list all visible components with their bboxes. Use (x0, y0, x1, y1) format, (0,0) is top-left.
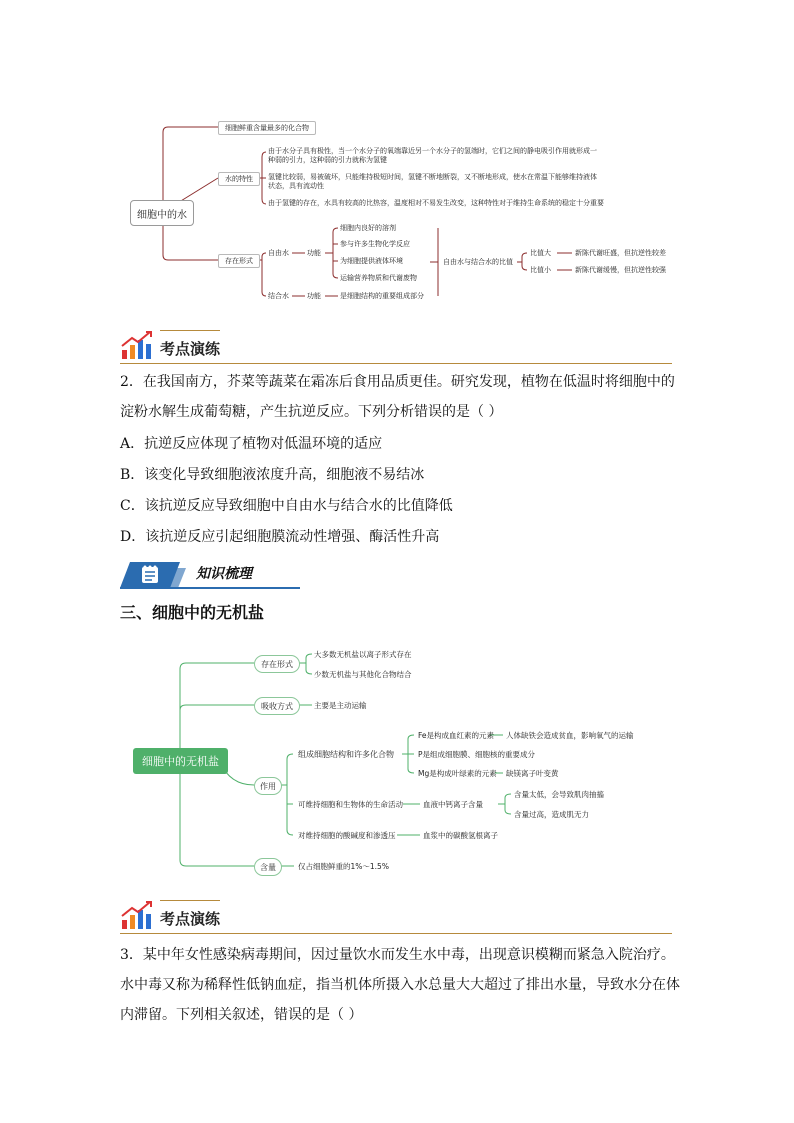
function-sub-3: 对维持细胞的酸碱度和渗透压 (298, 831, 396, 840)
mindmap1-root: 细胞中的水 (130, 200, 194, 226)
bound-water-func: 是细胞结构的重要组成部分 (340, 292, 424, 300)
section-header-rule (120, 363, 672, 364)
question-2-stem: 2．在我国南方，芥菜等蔬菜在霜冻后食用品质更佳。研究发现，植物在低温时将细胞中的淀粉水解生成葡萄糖，产生抗逆反应。下列分析错误的是（ ） (120, 374, 675, 420)
salt-form-item-1: 大多数无机盐以离子形式存在 (314, 650, 412, 659)
bound-water-func-label: 功能 (307, 292, 321, 300)
mindmap2-branch-absorption: 吸收方式 (254, 697, 300, 715)
section-header-top-rule (160, 900, 220, 901)
section-header-practice-1 (120, 330, 672, 364)
function-sub-1: 组成细胞结构和许多化合物 (298, 750, 394, 759)
mindmap1-branch-properties: 水的特性 (218, 172, 260, 186)
section-header-rule (120, 933, 672, 934)
section-header-practice-2 (120, 900, 672, 934)
notebook-icon (140, 565, 162, 585)
ratio-low-label: 比值小 (530, 266, 551, 274)
mindmap2-root: 细胞中的无机盐 (133, 748, 228, 774)
question-2-option-b: B．该变化导致细胞液浓度升高，细胞液不易结冰 (120, 467, 425, 483)
bar-chart-icon (120, 330, 154, 360)
free-water-func-2: 参与许多生物化学反应 (340, 240, 410, 248)
question-2-option-a: A．抗逆反应体现了植物对低温环境的适应 (120, 436, 383, 452)
bar-chart-icon (120, 900, 154, 930)
question-2-option-c: C．该抗逆反应导致细胞中自由水与结合水的比值降低 (120, 498, 453, 514)
mg-item: Mg是构成叶绿素的元素 (418, 769, 497, 778)
ratio-low-text: 新陈代谢缓慢，但抗逆性较强 (575, 266, 666, 274)
section-title: 考点演练 (160, 910, 221, 928)
knowledge-banner (120, 560, 300, 590)
function-sub-2: 可维持细胞和生物体的生命活动 (298, 800, 403, 809)
absorption-item: 主要是主动运输 (314, 701, 367, 710)
calcium-low: 含量过高，造成肌无力 (514, 810, 589, 819)
banner-title: 知识梳理 (196, 566, 252, 582)
free-water-func-label: 功能 (307, 249, 321, 257)
mindmap2-branch-content: 含量 (254, 858, 282, 876)
free-water-func-1: 细胞内良好的溶剂 (340, 224, 396, 232)
free-water-func-3: 为细胞提供液体环境 (340, 257, 403, 265)
mindmap1-branch-content: 细胞鲜重含量最多的化合物 (218, 121, 316, 135)
fe-result: 人体缺铁会造成贫血，影响氧气的运输 (506, 731, 634, 740)
section-title: 考点演练 (160, 340, 221, 358)
salt-form-item-2: 少数无机盐与其他化合物结合 (314, 670, 412, 679)
bound-water-label: 结合水 (268, 292, 289, 300)
mindmap1-branch-forms: 存在形式 (218, 254, 260, 268)
ratio-high-text: 新陈代谢旺盛，但抗逆性较差 (575, 249, 666, 257)
question-2-option-d: D．该抗逆反应引起细胞膜流动性增强、酶活性升高 (120, 529, 440, 545)
heading-inorganic-salts: 三、细胞中的无机盐 (120, 603, 265, 622)
content-item: 仅占细胞鲜重的1%～1.5% (298, 862, 389, 871)
calcium-high: 含量太低，会导致肌肉抽搐 (514, 790, 604, 799)
mindmap2-branch-forms: 存在形式 (254, 655, 300, 673)
water-ratio-label: 自由水与结合水的比值 (443, 258, 513, 266)
question-3-stem: 3．某中年女性感染病毒期间，因过量饮水而发生水中毒，出现意识模糊而紧急入院治疗。水中毒又称为稀释性低钠血症，指当机体所摄入水总量大大超过了排出水量，导致水分在体内滞留。下列相关叙述，错误的是（ ） (120, 947, 680, 1023)
calcium-label: 血液中钙离子含量 (423, 800, 483, 809)
fe-item: Fe是构成血红素的元素 (418, 731, 495, 740)
bicarbonate-item: 血浆中的碳酸氢根离子 (423, 831, 498, 840)
free-water-func-4: 运输营养物质和代谢废物 (340, 274, 417, 282)
ratio-high-label: 比值大 (530, 249, 551, 257)
mindmap2-branch-function: 作用 (254, 777, 282, 795)
free-water-label: 自由水 (268, 249, 289, 257)
p-item: P是组成细胞膜、细胞核的重要成分 (418, 750, 536, 759)
section-header-top-rule (160, 330, 220, 331)
mindmap1-prop-1: 由于水分子具有极性，当一个水分子的氧端靠近另一个水分子的氢端时，它们之间的静电吸引作用就形成一种弱的引力，这种弱的引力就称为氢键 (268, 147, 597, 164)
mindmap2-lines (0, 630, 794, 880)
mindmap1-prop-3: 由于氢键的存在，水具有较高的比热容，温度相对不易发生改变，这种特性对于维持生命系统的稳定十分重要 (268, 199, 604, 207)
mindmap1-prop-2: 氢键比较弱，易被破坏，只能维持极短时间，氢键不断地断裂，又不断地形成，使水在常温下能够维持液体状态，具有流动性 (268, 173, 597, 190)
mg-result: 缺镁离子叶变黄 (506, 769, 559, 778)
